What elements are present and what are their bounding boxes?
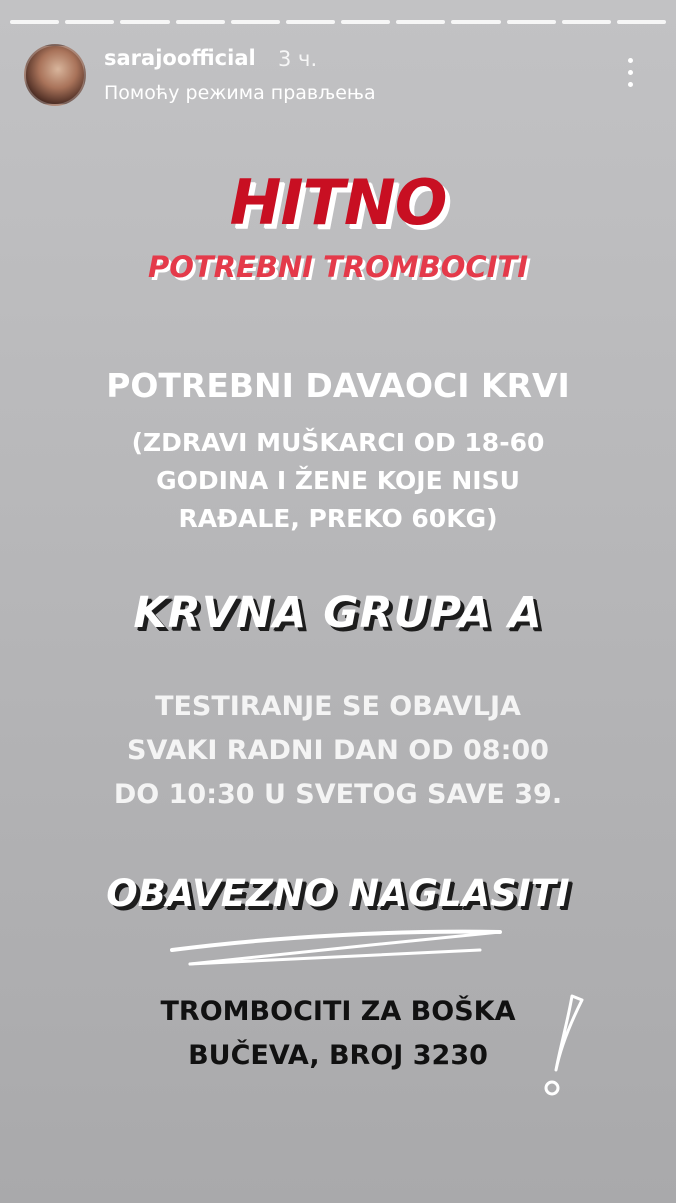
progress-segment <box>562 20 611 24</box>
more-options-icon[interactable] <box>616 56 644 90</box>
progress-segment <box>617 20 666 24</box>
progress-segment <box>120 20 169 24</box>
story-subtitle: POTREBNI TROMBOCITI <box>147 250 529 284</box>
story-progress-bar <box>10 20 666 24</box>
testing-line: DO 10:30 U SVETOG SAVE 39. <box>113 779 563 810</box>
exclamation-mark-icon <box>538 990 588 1100</box>
note-line: BUČEVA, BROJ 3230 <box>188 1040 488 1071</box>
story-title: HITNO <box>229 166 447 239</box>
underline-swoosh-icon <box>160 920 520 980</box>
donors-line: GODINA I ŽENE KOJE NISU <box>156 466 520 495</box>
progress-segment <box>507 20 556 24</box>
progress-segment <box>231 20 280 24</box>
progress-segment <box>451 20 500 24</box>
testing-line: SVAKI RADNI DAN OD 08:00 <box>127 735 549 766</box>
progress-segment <box>286 20 335 24</box>
avatar[interactable] <box>24 44 86 106</box>
note-line: TROMBOCITI ZA BOŠKA <box>160 996 516 1027</box>
progress-segment <box>341 20 390 24</box>
donors-line: RAĐALE, PREKO 60KG) <box>178 504 498 533</box>
progress-segment <box>396 20 445 24</box>
testing-line: TESTIRANJE SE OBAVLJA <box>155 691 521 722</box>
must-note-heading: OBAVEZNO NAGLASITI <box>106 872 570 915</box>
donors-heading: POTREBNI DAVAOCI KRVI <box>106 366 570 405</box>
donors-line: (ZDRAVI MUŠKARCI OD 18-60 <box>131 428 545 457</box>
progress-segment <box>176 20 225 24</box>
username-link[interactable]: sarajoofficial <box>104 46 256 70</box>
blood-group-heading: KRVNA GRUPA A <box>133 588 543 638</box>
created-with-label[interactable]: Помоћу режима прављења <box>104 82 376 104</box>
progress-segment <box>10 20 59 24</box>
progress-segment <box>65 20 114 24</box>
post-time: 3 ч. <box>278 47 318 71</box>
